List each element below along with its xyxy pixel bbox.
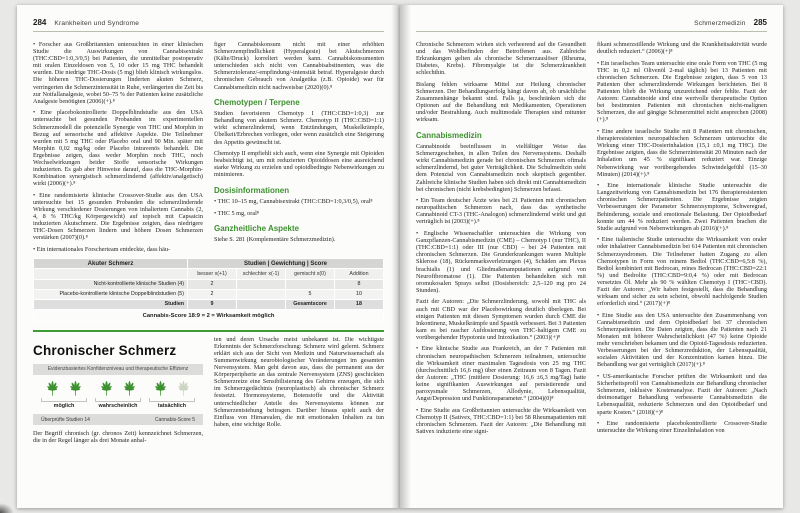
- dose-bullet: • THC 5 mg, oral⁸: [214, 209, 259, 217]
- paragraph: • Eine Studie aus den USA untersuchte den Zusammenhang von Cannabismedizin und dem Opioidbedarf bei 37 chronischen Schmerzpatienten. Die Daten zeigten, dass die Patienten nach 21 Monaten mit höherer Wahrscheinlichkeit (47 %) keine Opioide mehr verschrieben bekamen und die Opioid-Tagesdosis reduzierten. Verbesserungen bei der Schmerzreduktion, der Lebensqualität, sozialen Aktivitäten und der Konzentration kamen hinzu. Die Behandlung war gut verträglich (2017)(+).⁸: [597, 311, 767, 369]
- paragraph: • Ein internationales Forscherteam entdeckte, dass häu-: [33, 246, 171, 254]
- table-empty-cell: [34, 269, 188, 279]
- paragraph: Studien favorisieren Chemotyp I (THC:CBD=1:0,3) zur Behandlung von akutem Schmerz. Chemotyp II (THC:CBD=1:1) wirkt schmerzlindernd, wenn Entzündungen, Muskelkrämpfe, Übelkeit/Erbrechen vorliegen, oder wenn zusätzlich eine Steigerung des Appetits gewünscht ist.: [214, 110, 384, 146]
- row-label: Studien: [34, 299, 188, 309]
- paragraph: • Eine internationale klinische Studie untersuchte die Langzeitwirkung von Cannabismedizin bei 176 therapieresistenten chronischen Schmerzpatienten. Die Ergebnisse zeigten Verbesserungen der Parameter Schmerzsymptome, Schweregrad, Behinderung, soziale und emotionale Belastung. Der Opioidbedarf konnte um 44 % reduziert werden. Zwei Patienten brachen die Studie aufgrund von Nebenwirkungen ab (2016)(+).⁸: [597, 182, 767, 232]
- paragraph: Der Begriff chronisch (gr. chronos Zeit) kennzeichnet Schmerzen, die in der Regel länger als drei Monate anhal-: [33, 430, 203, 445]
- paragraph: • Englische Wissenschaftler untersuchten die Wirkung von Ganzpflanzen-Cannabismedizin (CME) – Chemotyp I (nur THC), II (THC:CBD=1:1) oder III (nur CBD) – bei 24 Patienten mit chronischen Schmerzen. Die Grunderkrankungen waren Multiple Sklerose (18), Rückenmarksverletzungen (4), Schäden am Plexus brachialis (1) und Gliedmaßenamputationen aufgrund von Neurofibromatose (1). Die Patienten behandelten sich mit oromukosalen Sprays selbst (Dosisbereich: 2,5–120 mg pro 24 Stunden).: [416, 230, 586, 294]
- cell-addition: 8: [335, 279, 384, 289]
- paragraph: Siehe S. 281 (Komplementäre Schmerzmedizin).: [214, 236, 336, 244]
- heading-chronischer-schmerz: Chronischer Schmerz: [33, 342, 177, 358]
- page-right-content: [400, 5, 783, 508]
- row-label: Placebo-kontrollierte klinische Doppelblindstudien (5): [34, 289, 188, 299]
- left-column-1: [33, 41, 203, 253]
- cell-gemischt: [286, 279, 335, 289]
- page-left-content: [17, 5, 400, 508]
- chapter-title-left: Krankheiten und Syndrome: [54, 20, 140, 27]
- chronic-column-2: [214, 336, 384, 445]
- cell-schlechter: [237, 279, 286, 289]
- cell-gemischt: 5: [286, 289, 335, 299]
- paragraph: • Eine randomisierte placebokontrollierte Crossover-Studie untersuchte die Wirkung einer Einzelinhalation von: [597, 420, 767, 435]
- table-title: Akuter Schmerz: [34, 259, 188, 269]
- paragraph: • Ein israelisches Team untersuchte eine orale Form von THC (5 mg THC in 0,2 ml Olivenöl 2-mal täglich) bei 13 Patienten mit chronischen Schmerzen. Die Ergebnisse zeigten, dass 5 von 13 Patienten über schmerzlindernde Wirkungen berichteten. Bei 8 Patienten blieb die Wirkung unzureichend oder fehlte. Fazit der Autoren: Cannabinoide sind eine wertvolle therapeutische Option bei bestimmten Patienten mit chronischen nicht-malignen Schmerzen, die auf gängige Schmerzmittel nicht ansprechen (2008)(+).⁸: [597, 59, 767, 124]
- cell-gemischt: Gesamtscore: [286, 299, 335, 309]
- section-divider: [33, 330, 384, 332]
- rating-group-tatsaechlich: [149, 380, 195, 410]
- rating-group-wahrscheinlich: [95, 380, 141, 410]
- paragraph: ten und deren Ursache meist unbekannt ist. Die wichtigste Erkenntnis der Schmerzforschung: Schmerz wird gelernt. Schmerz erklärt sich aus der Sicht von Medizin und Naturwissenschaft als Summenwirkung neurobiologischer Veränderungen im gesamten Nervensystem. Man geht davon aus, dass die permanent aus der Körperperipherie an das zentrale Nervensystem (ZNS) geschickten Schmerzreize eine Sensibilisierung des Gehirns erzeugen, die sich im Schmerzgedächtnis (neuroplastisch) als chronischer Schmerz festsetzt. Hormonsysteme, Botenstoffe und die Aktivität unterschiedlicher Anteile des Nervensystems können zur Schmerzentstehung beitragen. Darüber hinaus spielt auch der Einfluss von Hirnarealen, die mit emotionalen Inhalten zu tun haben, eine wichtige Rolle.: [214, 335, 384, 428]
- cell-besser: 9: [188, 299, 237, 309]
- paragraph: Chronische Schmerzen wirken sich verheerend auf die Gesundheit und das Wohlbefinden der Betroffenen aus. Zahlreiche Erkrankungen gelten als chronische Schmerzauslöser (Rheuma, Diabetes, Krebs). Fibromyalgie ist die Schmerzkrankheit schlechthin.: [416, 41, 586, 77]
- row-label: Nicht-kontrollierte klinische Studien (4): [34, 279, 188, 289]
- paragraph: • Eine placebokontrollierte Doppelblindstudie aus den USA untersuchte bei gesunden Probanden im experimentellen Schmerzmodell die potenzielle Synergie von THC und Morphin in Bezug auf sensorische und affektive Aspekte. Die Teilnehmer wurden mit 5 mg THC oder Placebo oral und 90 Min. später mit Morphin 0,02 mg/kg oder Placebo intravenös behandelt. Die Ergebnisse zeigen, dass weder Morphin noch THC, noch Wechselwirkungen beider Stoffe sensorische Wirkungen induzierten. Es gab aber Hinweise darauf, dass die THC-Morphin-Kombination synergistisch schmerzlindernd (affektiv/analgetisch) wirkt (2006)(+).⁸: [33, 109, 203, 188]
- column-header: besser x(+1): [188, 269, 237, 279]
- paragraph: Bislang fehlen wirksame Mittel zur Heilung chronischer Schmerzen. Der Behandlungserfolg hängt davon ab, ob ursächliche Zusammenhänge bekannt sind. Falls ja, beschränken sich die Optionen auf die Behandlung mit Medikamenten, Operationen und/oder Bestrahlung. Auch multimodale Therapien sind mitunter wirksam.: [416, 80, 586, 124]
- cannabis-score-stat: Cannabis-Score 5: [154, 416, 195, 423]
- paragraph: • Eine italienische Studie untersuchte die Wirksamkeit von oraler oder inhalativer Cannabismedizin bei 614 Patienten mit chronischen Schmerzsyndromen. Die Teilnehmer hatten Zugang zu allen Chemotypen in Form von reinem Bediol (THC:CBD=6,5:8 %), Bediol kombiniert mit Bedrocan, reines Bedrocan (THC:CBD=22:1 %) und Bedrolite (THC:CBD=9:0,4 %) oder mit Bedrocan versetztes Öl. Mehr als 90 % wählten Chemotyp I (THC>CBD). Fazit der Autoren: „Wir haben festgestellt, dass die Behandlung wirksam und sicher zu sein scheint, obwohl nachfolgende Studien erforderlich sind.“ (2017)(+)⁸: [597, 236, 767, 308]
- cannabis-score-result: Cannabis-Score 18:9 = 2 = Wirksamkeit möglich: [34, 310, 384, 322]
- page-number-right: 285: [753, 18, 767, 27]
- paragraph: figer Cannabiskonsum nicht mit einer erhöhten Schmerzempfindlichkeit (Hyperalgesie) bei Akutschmerzen (Kälte/Druck) korreliert werden kann. Cannabiskonsumenten unterschieden sich nicht von Cannabisabstinenten, was die Schmerztoleranz/-empfindung/-intensität betraf. Hyperalgesie durch chronischen Gebrauch von Analgetika (z.B. Opioide) war für Cannabismedizin nicht nachweisbar (2020)(0).⁸: [214, 41, 384, 91]
- rating-bracket: [41, 398, 87, 402]
- paragraph: Cannabinoide beeinflussen in vielfältiger Weise das Schmerzgeschehen, in allen Teilen des Nervensystems. Deshalb wirkt Cannabismedizin gerade bei chronischen Schmerzen oftmals schmerzlindernd, bei guter Verträglichkeit. Die Schulmedizin steht dem Potenzial von Cannabismedizin noch skeptisch gegenüber. Zahlreiche klinische Studien haben sich direkt mit Cannabismedizin bei chronischen (nicht krebsbedingten) Schmerzen befasst.: [416, 143, 586, 193]
- paragraph: fikant schmerzstillende Wirkung und die Krankheitsaktivität wurde deutlich reduziert.“ (2006)(+)⁸: [597, 41, 767, 56]
- paragraph: • Ein Team deutscher Ärzte wies bei 21 Patienten mit chronischen neuropathischen Schmerzen nach, dass das synthetische Cannabinoid CT-3 (THC-Analogon) schmerzlindernd wirkt und gut verträglich ist (2003)(+).⁸: [416, 197, 586, 226]
- cannabis-leaf-icon: [152, 380, 169, 397]
- heading-dosisinformationen: Dosisinformationen: [214, 185, 290, 195]
- column-header: Addition: [335, 269, 384, 279]
- page-number-left: 284: [33, 18, 47, 27]
- rating-label: tatsächlich: [157, 403, 187, 410]
- cannabis-leaf-icon: [44, 380, 61, 397]
- cannabis-leaf-icon: [121, 380, 138, 397]
- page-right: [400, 5, 783, 508]
- leaf-pair: [152, 380, 192, 397]
- cell-besser: 2: [188, 279, 237, 289]
- table-group-header: Studien | Gewichtung | Score: [188, 259, 384, 269]
- cell-besser: 2: [188, 289, 237, 299]
- paragraph: • Eine klinische Studie aus Frankreich, an der 7 Patienten mit chronischen neuropathischen Schmerzen teilnahmen, untersuchte die Wirksamkeit einer maximalen Tagesdosis von 25 mg THC (durchschnittlich 16,6 mg) über einen Zeitraum von 8 Tagen. Fazit der Autoren: „THC (mittlere Dosierung: 16,6 ±6,3 mg/Tag) hatte keine signifikanten Auswirkungen auf persistierende und paroxysmale Schmerzen, Allodynie, Lebensqualität, Angst/Depression und Funktionsparameter.“ (2004)(0)⁸: [416, 345, 586, 403]
- table-subheader-row: [34, 269, 384, 279]
- rating-label: wahrscheinlich: [98, 403, 138, 410]
- cell-schlechter: [237, 289, 286, 299]
- right-columns: [416, 41, 767, 435]
- left-columns-bottom: [33, 336, 384, 445]
- paragraph: • US-amerikanische Forscher prüften die Wirksamkeit und das Sicherheitsprofil von Cannabismedizin zur Behandlung chronischer Schmerzen, inklusive Kostenanalyse. Fazit der Autoren: „Nach dreimonatiger Behandlung verbesserte Cannabismedizin die Lebensqualität, reduzierte Schmerzen und den Opioidbedarf und sparte Kosten.“ (2018)(+)⁸: [597, 373, 767, 416]
- paragraph: • Eine Studie aus Großbritannien untersuchte die Wirksamkeit von Chemotyp II (Sativex, THC:CBD=1:1) bei 58 Rheumapatienten mit chronischen Schmerzen. Fazit der Autoren: „Die Behandlung mit Sativex induzierte eine signi-: [416, 406, 586, 435]
- paragraph: • Forscher aus Großbritannien untersuchten in einer klinischen Studie die Auswirkungen von Cannabisextrakt (THC:CBD=1:0,3/0,5) bei Patienten, die unmittelbar postoperativ mit oralen Einzeldosen von 5, 10 oder 15 mg THC behandelt wurden. Die niedrige THC-Dosis (5 mg) blieb klinisch wirkungslos. Die höheren THC-Dosierungen linderten akuten Schmerz, verringerten die Schmerzintensität in Ruhe, verlängerten die Zeit bis zur Notfallanalgesie, wobei 50–75 % der Patienten keine zusätzliche Analgesie benötigten (2006)(+).⁸: [33, 41, 203, 105]
- table-row: [34, 279, 384, 289]
- study-stats-bar: [33, 414, 203, 425]
- page-left: [17, 5, 400, 508]
- cell-addition: 10: [335, 289, 384, 299]
- heading-cannabismedizin: Cannabismedizin: [416, 130, 482, 140]
- paragraph: • Eine randomisierte klinische Crossover-Studie aus den USA untersuchte bei 15 gesunden Probanden die schmerzlindernde Wirkung verschiedener Dosierungen von inhaliertem Cannabis (2, 4, 8 % THC/kg Körpergewicht) auf topisch mit Capsaicin induzierten Akutschmerz. Die Ergebnisse zeigten, dass niedrigere THC-Dosen Schmerzen lindern und höhere Dosen Schmerzen verstärken (2007)(0).⁸: [33, 191, 203, 242]
- table-title-row: [34, 259, 384, 269]
- page-left-header: [33, 18, 384, 32]
- studies-reviewed-stat: Überprüfte Studien 14: [41, 416, 90, 423]
- heading-chemotypen: Chemotypen / Terpene: [214, 97, 300, 107]
- page-corner-shadow: [0, 503, 14, 513]
- cannabis-leaf-icon: [98, 380, 115, 397]
- cannabis-leaf-icon-inactive: [175, 380, 192, 397]
- table-row: [34, 289, 384, 299]
- rating-scale: [33, 375, 203, 410]
- right-column-2: [597, 41, 767, 435]
- leaf-pair: [98, 380, 138, 397]
- paragraph: • Eine andere israelische Studie mit 8 Patienten mit chronischen, therapieresistenten neuropathischen Schmerzen untersuchte die Wirkung einer THC-Dosierinhalation (15,1 ±0,1 mg THC). Die Ergebnisse zeigten, dass die Schmerzintensität 20 Minuten nach der Inhalation um 45 % signifikant reduziert war. Einzige Nebenwirkung war vorübergehendes Schwindelgefühl (15–30 Minuten) (2014)(+).⁸: [597, 128, 767, 178]
- table-total-row: [34, 299, 384, 309]
- rating-bracket: [95, 398, 141, 402]
- rating-group-moeglich: [41, 380, 87, 410]
- rating-label: möglich: [53, 403, 75, 410]
- cannabis-score-table: [33, 258, 384, 322]
- cell-schlechter: [237, 299, 286, 309]
- column-header: schlechter x(-1): [237, 269, 286, 279]
- dose-bullet: • THC 10–15 mg, Cannabisextrakt (THC:CBD=1:0,3/0,5), oral⁸: [214, 198, 373, 205]
- cannabis-leaf-icon: [67, 380, 84, 397]
- right-column-1: [416, 41, 586, 435]
- cell-addition: 18: [335, 299, 384, 309]
- chapter-title-right: Schmerzmedizin: [694, 20, 746, 27]
- table-footer-row: [34, 310, 384, 322]
- left-columns-top: [33, 41, 384, 253]
- confidence-box: [33, 364, 203, 426]
- paragraph: Chemotyp II empfiehlt sich auch, wenn eine Synergie mit Opioiden beabsichtigt ist, um mit reduzierten Opioiddosen eine ausreichend starke Wirkung zu erzielen und opioidbedingte Nebenwirkungen zu minimieren.: [214, 150, 384, 179]
- left-column-2: [214, 41, 384, 253]
- confidence-box-title: Evidenzbasiertes Konfidenzniveau und therapeutische Effizienz: [33, 364, 203, 375]
- page-right-header: [416, 18, 767, 32]
- column-header: gemischt x(0): [286, 269, 335, 279]
- leaf-pair: [44, 380, 84, 397]
- paragraph: Fazit der Autoren: „Die Schmerzlinderung, sowohl mit THC als auch mit CBD war der Placebowirkung deutlich überlegen. Bei einigen Patienten mit diesen Symptomen wurden durch CME die Inkontinenz, Muskelkrämpfe und Spastik verbessert. Bei 3 Patienten kam es bei rascher Aufdosierung von THC-haltigem CME zu vorübergehender Hypotonie und Intoxikation.“ (2003)(+)⁸: [416, 298, 586, 341]
- heading-ganzheitliche-aspekte: Ganzheitliche Aspekte: [214, 223, 300, 233]
- chronic-column-1: [33, 336, 203, 445]
- rating-bracket: [149, 398, 195, 402]
